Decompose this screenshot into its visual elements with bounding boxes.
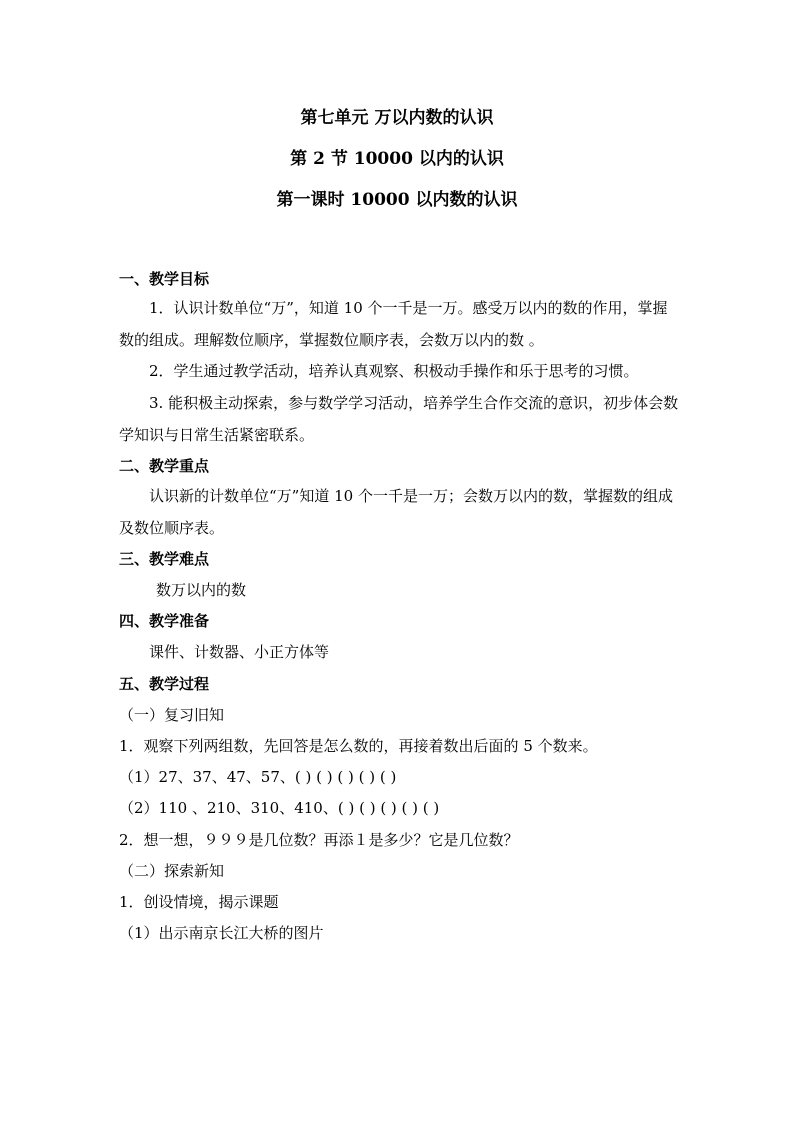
process-step-1: 1．创设情境，揭示课题 [119, 893, 279, 911]
difficulties-heading: 三、教学难点 [119, 550, 210, 568]
sequence-2: （2）110 、210、310、410、( ) ( ) ( ) ( ) ( ) [119, 799, 440, 817]
sequence-1: （1）27、37、47、57、( ) ( ) ( ) ( ) ( ) [119, 768, 397, 786]
process-part-1: （一）复习旧知 [119, 706, 225, 724]
process-question-2: 2．想一想，９９９是几位数？再添１是多少？它是几位数？ [119, 831, 519, 849]
objective-item-2: 2．学生通过教学活动，培养认真观察、积极动手操作和乐于思考的习惯。 [149, 362, 639, 380]
section-title: 第 2 节 10000 以内的认识 [290, 149, 504, 169]
process-question-1: 1．观察下列两组数，先回答是怎么数的，再接着数出后面的 5 个数来。 [119, 737, 598, 755]
preparation-text: 课件、计数器、小正方体等 [149, 643, 330, 661]
preparation-heading: 四、教学准备 [119, 612, 210, 630]
difficulties-text: 数万以内的数 [156, 581, 247, 599]
unit-title: 第七单元 万以内数的认识 [300, 108, 494, 128]
process-step-1a: （1）出示南京长江大桥的图片 [119, 924, 324, 942]
objective-item-1: 1．认识计数单位“万”，知道 10 个一千是一万。感受万以内的数的作用，掌握数的组成。理解数位顺序，掌握数位顺序表，会数万以内的数 。 [119, 299, 668, 349]
lesson-title: 第一课时 10000 以内数的认识 [276, 190, 518, 210]
process-heading: 五、教学过程 [119, 675, 210, 693]
key-points-heading: 二、教学重点 [119, 457, 210, 475]
key-points-text: 认识新的计数单位“万”知道 10 个一千是一万；会数万以内的数，掌握数的组成及数位顺序表。 [119, 487, 673, 537]
objective-item-3: 3. 能积极主动探索，参与数学学习活动，培养学生合作交流的意识，初步体会数学知识与日常生活紧密联系。 [119, 394, 679, 444]
objectives-heading: 一、教学目标 [119, 270, 210, 288]
process-part-2: （二）探索新知 [119, 862, 225, 880]
